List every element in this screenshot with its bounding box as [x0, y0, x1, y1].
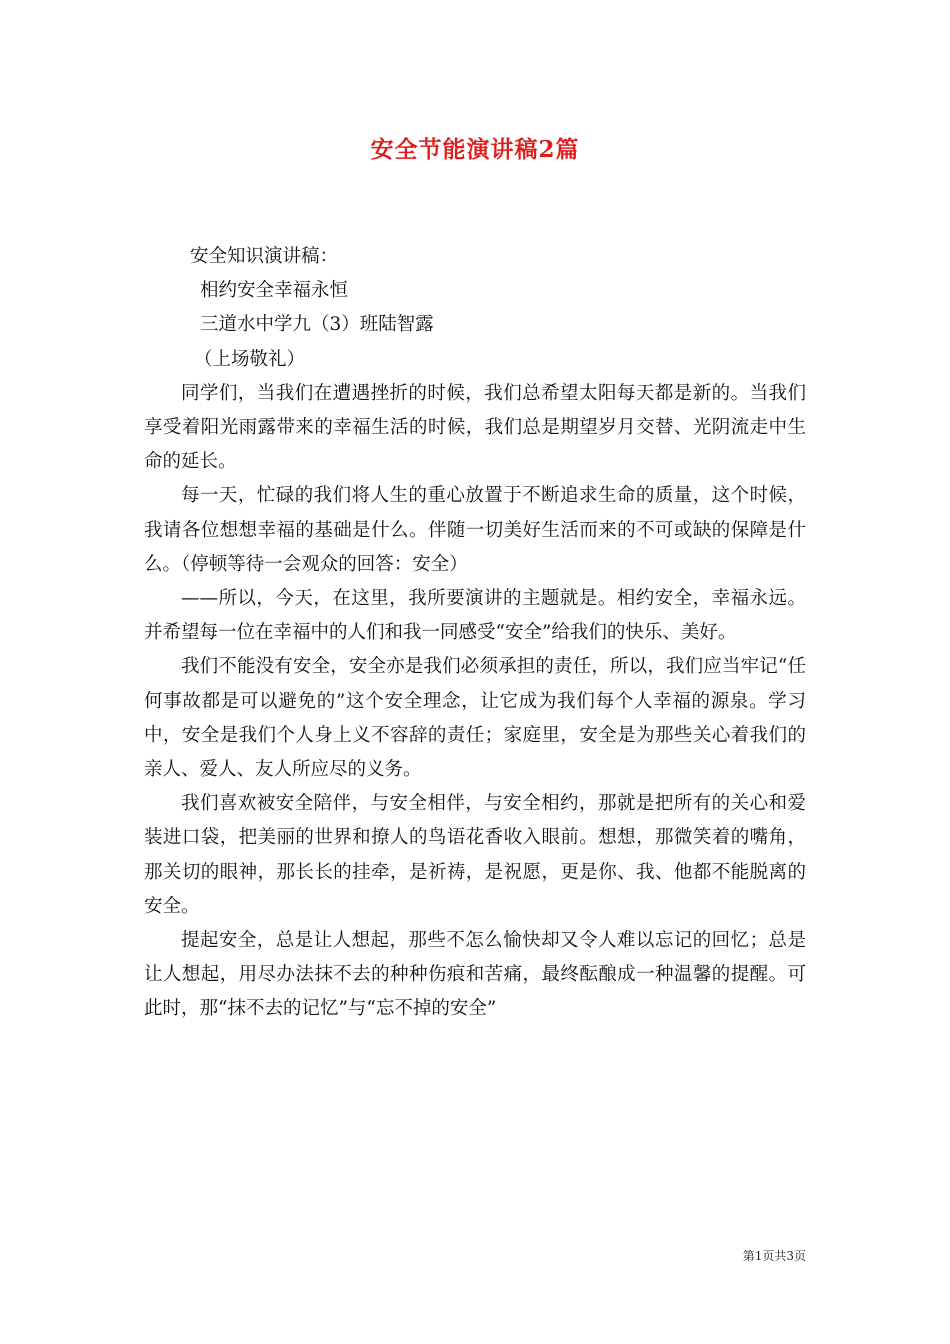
- paragraph: 每一天，忙碌的我们将人生的重心放置于不断追求生命的质量，这个时候，我请各位想想幸福的基础是什么。伴随一切美好生活而来的不可或缺的保障是什么。（停顿等待一会观众的回答：安全）: [144, 485, 806, 575]
- document-title: 安全节能演讲稿2篇: [370, 136, 580, 163]
- speech-heading: 安全知识演讲稿：: [190, 246, 339, 267]
- speech-author: 三道水中学九（3）班陆智露: [200, 314, 434, 336]
- paragraph: 我们喜欢被安全陪伴，与安全相伴，与安全相约，那就是把所有的关心和爱装进口袋，把美丽的世界和撩人的鸟语花香收入眼前。想想，那微笑着的嘴角，那关切的眼神，那长长的挂牵，是祈祷，是祝愿，更是你、我、他都不能脱离的安全。: [144, 793, 806, 917]
- paragraph: 同学们，当我们在遭遇挫折的时候，我们总希望太阳每天都是新的。当我们享受着阳光雨露带来的幸福生活的时候，我们总是期望岁月交替、光阴流走中生命的延长。: [144, 382, 806, 473]
- page-number: 第1页共3页: [742, 1249, 806, 1263]
- paragraph: 我们不能没有安全，安全亦是我们必须承担的责任，所以，我们应当牢记“任何事故都是可以避免的”这个安全理念，让它成为我们每个人幸福的源泉。学习中，安全是我们个人身上义不容辞的责任；家庭里，安全是为那些关心着我们的亲人、爱人、友人所应尽的义务。: [144, 656, 806, 781]
- stage-note: （上场敬礼）: [194, 348, 306, 370]
- speech-subtitle: 相约安全幸福永恒: [200, 280, 349, 302]
- paragraph: 提起安全，总是让人想起，那些不怎么愉快却又令人难以忘记的回忆；总是让人想起，用尽办法抹不去的种种伤痕和苦痛，最终酝酿成一种温馨的提醒。可此时，那“抹不去的记忆”与“忘不掉的安全”: [144, 930, 806, 1020]
- document-body: [144, 240, 806, 1027]
- paragraph: ——所以，今天，在这里，我所要演讲的主题就是。相约安全，幸福永远。并希望每一位在幸福中的人们和我一同感受“安全”给我们的快乐、美好。: [144, 588, 806, 644]
